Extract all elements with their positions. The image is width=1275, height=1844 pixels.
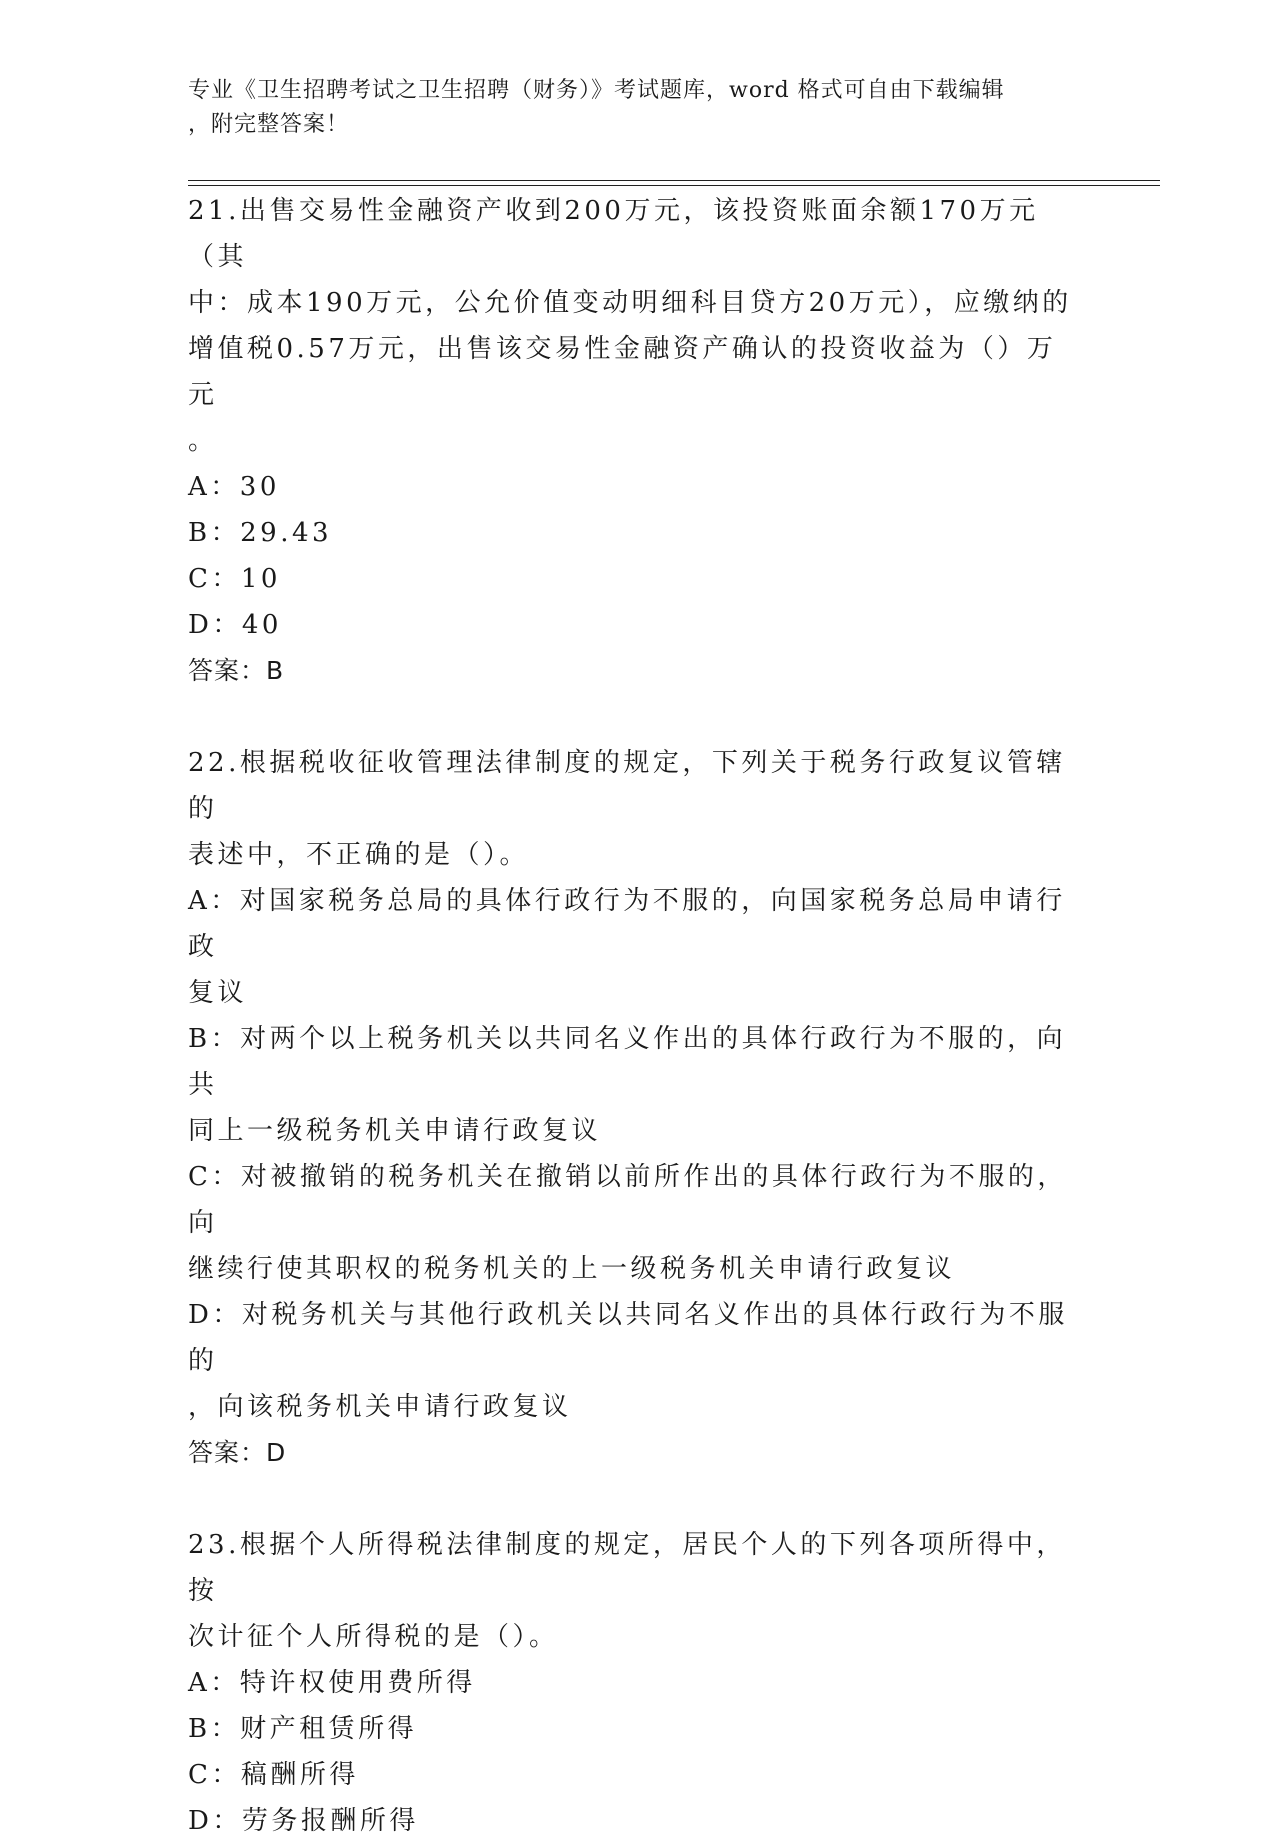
- option-c: C：稿酬所得: [188, 1760, 359, 1790]
- question-21: [188, 188, 1078, 694]
- option-d: D：40: [188, 610, 282, 640]
- option-b: B：财产租赁所得: [188, 1714, 418, 1744]
- question-stem-line: 增值税0.57万元，出售该交易性金融资产确认的投资收益为（）万元: [188, 334, 1057, 410]
- question-stem-line: 次计征个人所得税的是（）。: [188, 1622, 559, 1652]
- question-22: [188, 740, 1078, 1476]
- question-stem-line: 表述中，不正确的是（）。: [188, 840, 530, 870]
- option-b: B：对两个以上税务机关以共同名义作出的具体行政行为不服的，向共: [188, 1024, 1067, 1100]
- header-divider-bottom: [188, 185, 1160, 186]
- option-a: A：对国家税务总局的具体行政行为不服的，向国家税务总局申请行政: [188, 886, 1066, 962]
- option-b-continued: 同上一级税务机关申请行政复议: [188, 1116, 602, 1146]
- option-a: A：特许权使用费所得: [188, 1668, 476, 1698]
- question-stem-line: 。: [188, 426, 218, 456]
- header-line-1: 专业《卫生招聘考试之卫生招聘（财务）》考试题库，word 格式可自由下载编辑: [188, 78, 1005, 103]
- option-a: A：30: [188, 472, 280, 502]
- header-divider-top: [188, 180, 1160, 181]
- option-c: C：10: [188, 564, 281, 594]
- option-a-continued: 复议: [188, 978, 248, 1008]
- answer-label: 答案：D: [188, 1438, 287, 1467]
- option-d-continued: ，向该税务机关申请行政复议: [188, 1392, 572, 1422]
- option-c: C：对被撤销的税务机关在撤销以前所作出的具体行政行为不服的，向: [188, 1162, 1067, 1238]
- question-spacer: [188, 1476, 1078, 1522]
- question-spacer: [188, 694, 1078, 740]
- option-b: B：29.43: [188, 518, 333, 548]
- question-stem-line: 21.出售交易性金融资产收到200万元，该投资账面余额170万元（其: [188, 196, 1039, 272]
- question-23: [188, 1522, 1078, 1844]
- question-stem-line: 中：成本190万元，公允价值变动明细科目贷方20万元），应缴纳的: [188, 288, 1072, 318]
- document-header: [188, 74, 1078, 142]
- option-d: D：对税务机关与其他行政机关以共同名义作出的具体行政行为不服的: [188, 1300, 1068, 1376]
- answer-label: 答案：B: [188, 656, 285, 685]
- question-stem-line: 22.根据税收征收管理法律制度的规定，下列关于税务行政复议管辖的: [188, 748, 1066, 824]
- question-list: [188, 188, 1078, 1844]
- option-d: D：劳务报酬所得: [188, 1806, 419, 1836]
- question-stem-line: 23.根据个人所得税法律制度的规定，居民个人的下列各项所得中，按: [188, 1530, 1066, 1606]
- option-c-continued: 继续行使其职权的税务机关的上一级税务机关申请行政复议: [188, 1254, 956, 1284]
- header-line-2: ，附完整答案！: [188, 112, 350, 137]
